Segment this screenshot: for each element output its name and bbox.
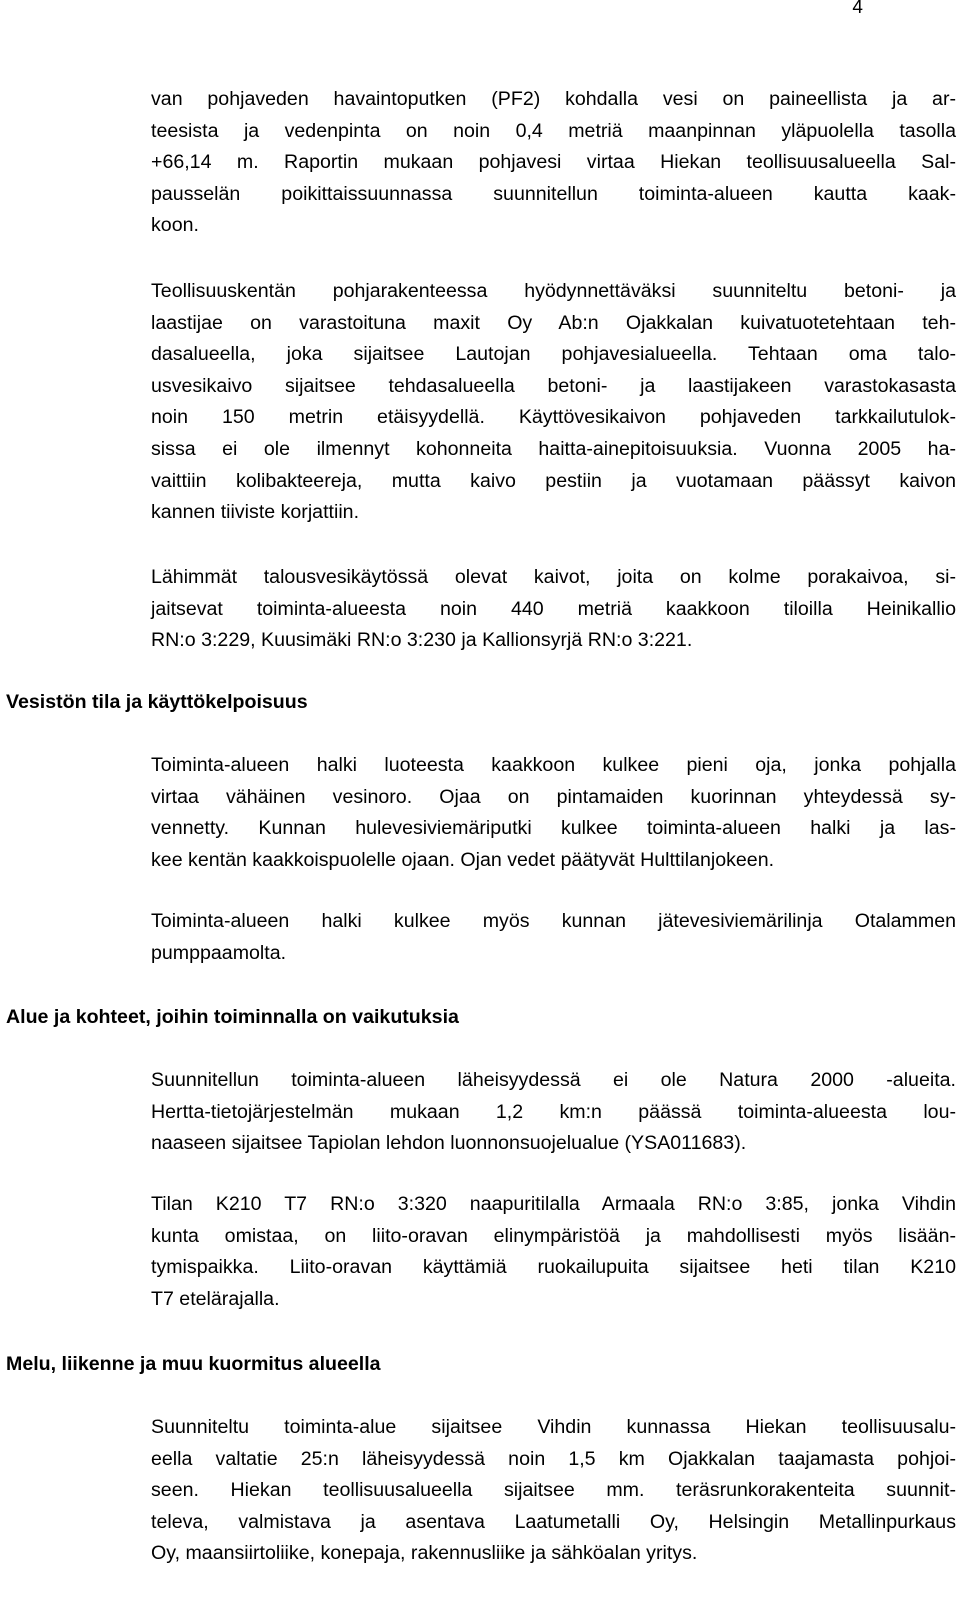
text-line: RN:o 3:229, Kuusimäki RN:o 3:230 ja Kallionsyrjä RN:o 3:221. [151,629,693,652]
section-heading-noise-traffic: Melu, liikenne ja muu kuormitus alueella [6,1353,381,1375]
text-line: pausselän poikittaissuunnassa suunnitellun toiminta-alueen kautta kaak- [151,182,956,205]
text-line: laastijae on varastoituna maxit Oy Ab:n Ojakkalan kuivatuotetehtaan teh- [151,311,956,334]
text-line: Hertta-tietojärjestelmän mukaan 1,2 km:n päässä toiminta-alueesta lou- [151,1100,956,1123]
text-line: Lähimmät talousvesikäytössä olevat kaivot, joita on kolme porakaivoa, si- [151,566,956,588]
text-line: pumppaamolta. [151,941,287,964]
text-line: tymispaikka. Liito-oravan käyttämiä ruokailupuita sijaitsee heti tilan K210 [151,1256,956,1279]
paragraph-groundwater [151,84,956,242]
text-line: vaittiin kolibakteereja, mutta kaivo pestiin ja vuotamaan päässyt kaivon [151,469,956,492]
text-line: Tilan K210 T7 RN:o 3:320 naapuritilalla Armaala RN:o 3:85, jonka Vihdin [151,1193,956,1215]
text-line: eella valtatie 25:n läheisyydessä noin 1,5 km Ojakkalan taajamasta pohjoi- [151,1447,956,1470]
text-line: T7 etelärajalla. [151,1287,280,1310]
text-line: +66,14 m. Raportin mukaan pohjavesi virtaa Hiekan teollisuusalueella Sal- [151,151,956,174]
text-line: usvesikaivo sijaitsee tehdasalueella betoni- ja laastijakeen varastokasasta [151,374,956,397]
text-line: van pohjaveden havaintoputken (PF2) kohdalla vesi on paineellista ja ar- [151,88,956,110]
paragraph-ditch [151,750,956,876]
text-line: televa, valmistava ja asentava Laatumetalli Oy, Helsingin Metallinpurkaus [151,1510,956,1533]
text-line: teesista ja vedenpinta on noin 0,4 metriä maanpinnan yläpuolella tasolla [151,119,956,142]
text-line: Toiminta-alueen halki luoteesta kaakkoon kulkee pieni oja, jonka pohjalla [151,754,956,776]
paragraph-natura [151,1065,956,1160]
text-line: virtaa vähäinen vesinoro. Ojaa on pintamaiden kuorinnan yhteydessä sy- [151,785,956,808]
text-line: kannen tiiviste korjattiin. [151,501,360,524]
text-line: naaseen sijaitsee Tapiolan lehdon luonnonsuojelualue (YSA011683). [151,1132,747,1155]
paragraph-nearest-wells [151,562,956,657]
text-line: kee kentän kaakkoispuolelle ojaan. Ojan vedet päätyvät Hulttilanjokeen. [151,848,775,871]
text-line: kunta omistaa, on liito-oravan elinympäristöä ja mahdollisesti myös lisään- [151,1224,956,1247]
text-line: seen. Hiekan teollisuusalueella sijaitsee mm. teräsrunkorakenteita suunnit- [151,1479,956,1502]
paragraph-sewer-line [151,906,956,969]
paragraph-industrial-field [151,276,956,529]
section-heading-affected-areas: Alue ja kohteet, joihin toiminnalla on vaikutuksia [6,1006,459,1028]
text-line: sissa ei ole ilmennyt kohonneita haitta-ainepitoisuuksia. Vuonna 2005 ha- [151,437,956,460]
text-line: Toiminta-alueen halki kulkee myös kunnan jätevesiviemärilinja Otalammen [151,910,956,932]
paragraph-flying-squirrel [151,1189,956,1315]
page-number: 4 [852,0,863,18]
section-heading-water-status: Vesistön tila ja käyttökelpoisuus [6,691,308,713]
text-line: dasalueella, joka sijaitsee Lautojan pohjavesialueella. Tehtaan oma talo- [151,343,956,366]
paragraph-location [151,1412,956,1570]
text-line: vennetty. Kunnan hulevesiviemäriputki kulkee toiminta-alueen halki ja las- [151,817,956,840]
text-line: Teollisuuskentän pohjarakenteessa hyödynnettäväksi suunniteltu betoni- ja [151,280,956,302]
text-line: Suunnitellun toiminta-alueen läheisyydessä ei ole Natura 2000 -alueita. [151,1069,956,1091]
text-line: Suunniteltu toiminta-alue sijaitsee Vihdin kunnassa Hiekan teollisuusalu- [151,1416,956,1438]
text-line: noin 150 metrin etäisyydellä. Käyttövesikaivon pohjaveden tarkkailutulok- [151,406,956,429]
text-line: Oy, maansiirtoliike, konepaja, rakennusliike ja sähköalan yritys. [151,1542,698,1565]
text-line: jaitsevat toiminta-alueesta noin 440 metriä kaakkoon tiloilla Heinikallio [151,597,956,620]
text-line: koon. [151,214,199,237]
